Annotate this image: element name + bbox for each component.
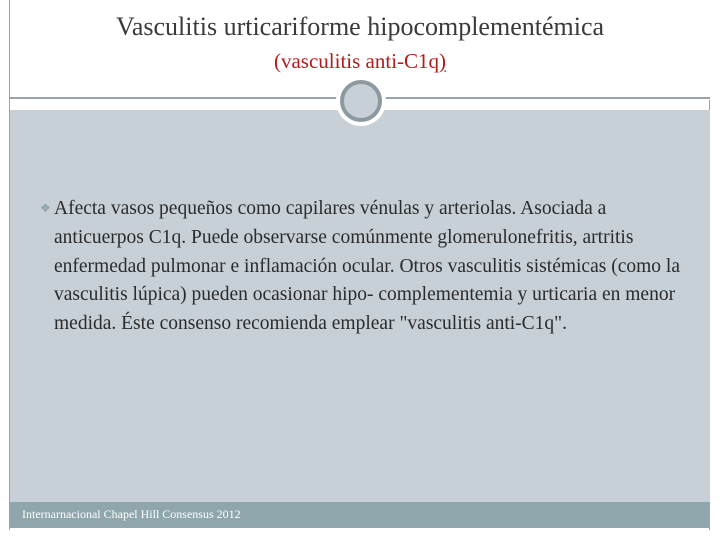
slide-subtitle-close-paren: ) [439, 49, 447, 73]
slide-subtitle-main: (vasculitis anti-C1q [273, 49, 440, 73]
bullet-text: Afecta vasos pequeños como capilares vénulas y arteriolas. Asociada a anticuerpos C1q. Puede observarse comúnmente glomerulonefritis, artritis enfermedad pulmonar e inflamación ocular. Otros vasculitis sistémicas (como la vasculitis lúpica) pueden ocasionar hipo- complementemia y urticaria en menor medida. Éste consenso recomienda emplear "vasculitis anti-C1q". [54, 198, 680, 335]
slide-subtitle [10, 49, 710, 74]
footer-text: Internarnacional Chapel Hill Consensus 2012 [22, 507, 241, 521]
slide-title: Vasculitis urticariforme hipocomplementémica [115, 12, 605, 41]
ring-ornament-icon [340, 80, 382, 122]
body-text-block [40, 194, 700, 339]
bullet-paragraph [40, 194, 700, 339]
bullet-icon: ❖ [40, 201, 51, 215]
